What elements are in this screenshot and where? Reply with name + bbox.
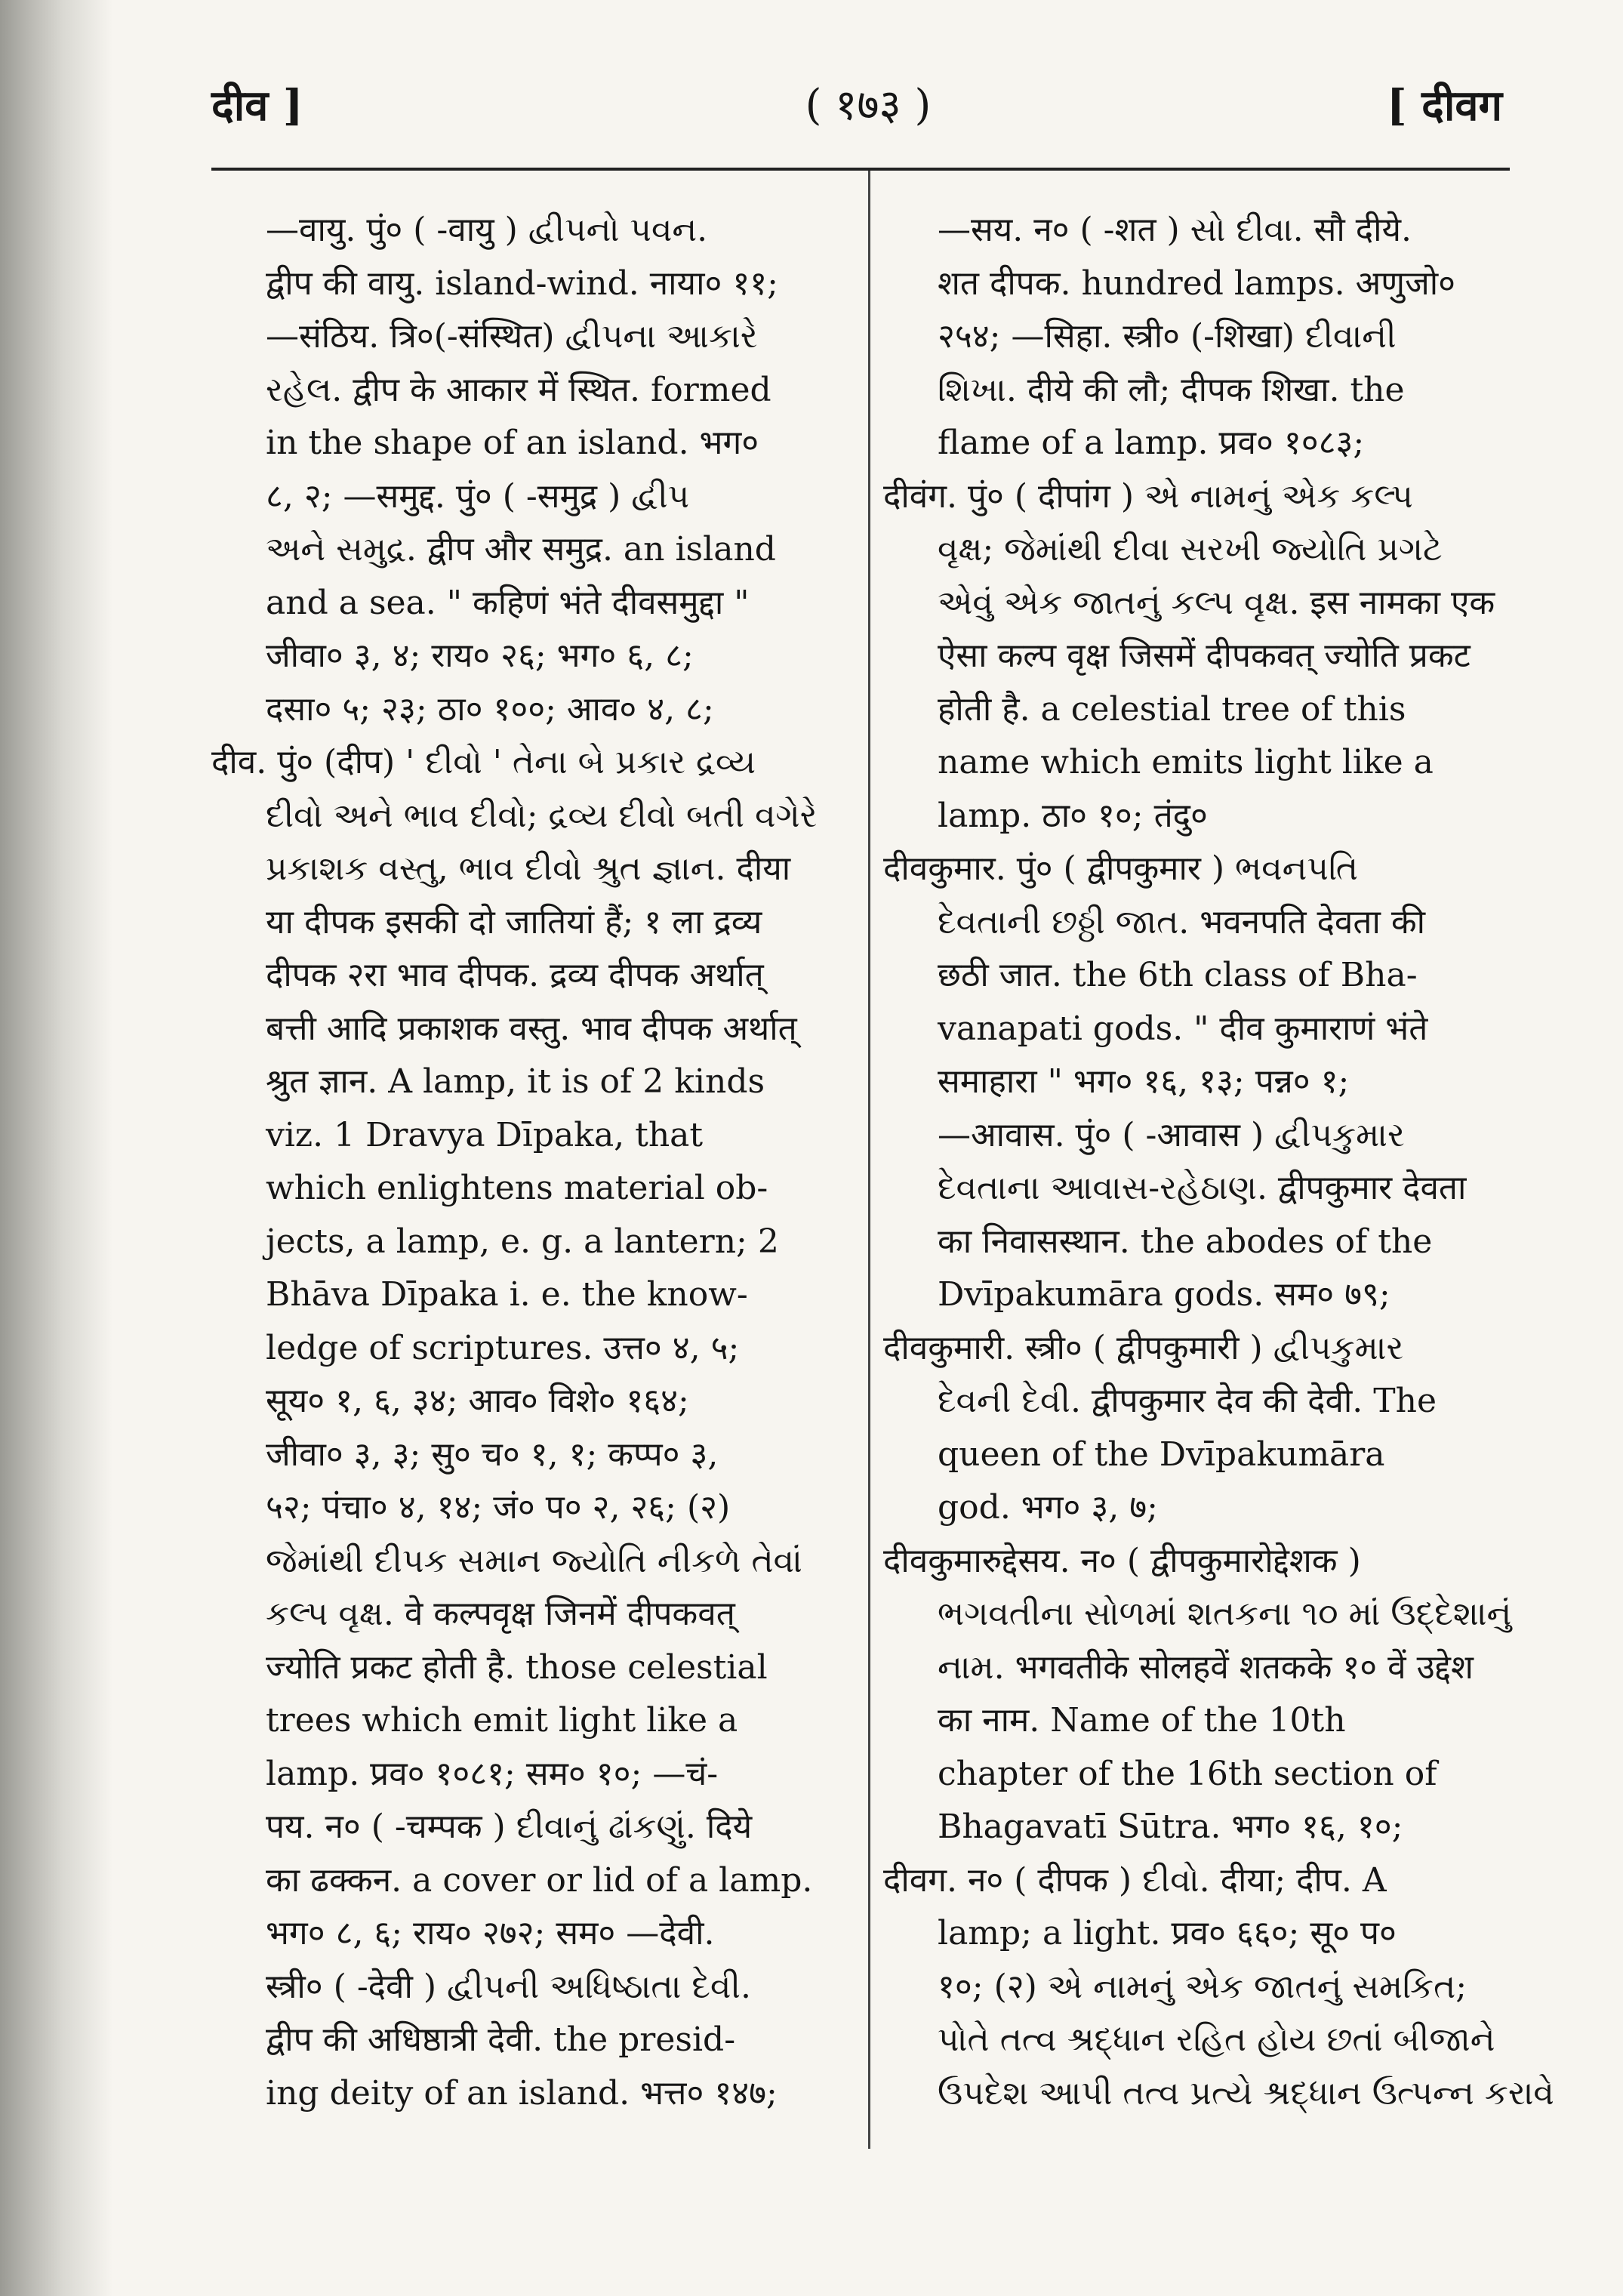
header-right-keyword: [ दीवग (1387, 81, 1502, 131)
right-column (883, 204, 1554, 2120)
text-line: होती है. a celestial tree of this (938, 689, 1406, 729)
text-line: समाहारा " भग० १६, १३; पन्न० १; (938, 1062, 1350, 1101)
column-divider (868, 171, 870, 2149)
text-line: શિખા. दीये की लौ; दीपक शिखा. the (938, 370, 1405, 409)
text-line: જેમાંથી દીપક સમાન જ્યોતિ નીકળે તેવાં (266, 1541, 802, 1580)
text-line: which enlightens material ob- (266, 1169, 768, 1207)
text-line: दीव. पुं० (दीप) ' દીવો ' તેના બે પ્રકાર દ્રવ્ય (211, 743, 756, 781)
text-line: ledge of scriptures. उत्त० ४, ५; (266, 1328, 740, 1367)
text-line: दीवग. न० ( दीपक ) દીવો. दीया; दीप. A (883, 1860, 1387, 1900)
text-line: भग० ८, ६; राय० २७२; सम० —देवी. (266, 1914, 715, 1952)
text-line: शत दीपक. hundred lamps. अणुजो० (938, 264, 1456, 303)
text-line: —वायु. पुं० ( -वायु ) દ્વીપનો પવન. (266, 211, 708, 249)
text-line: छठी जात. the 6th class of Bha- (938, 956, 1418, 994)
text-line: vanapati gods. " दीव कुमाराणं भंते (938, 1009, 1428, 1048)
text-line: —सय. न० ( -शत ) સો દીવા. सौ दीये. (938, 211, 1412, 249)
text-line: chapter of the 16th section of (938, 1754, 1437, 1793)
text-line: का ढक्कन. a cover or lid of a lamp. (266, 1860, 813, 1900)
left-column (211, 204, 818, 2120)
text-line: રહેલ. द्वीप के आकार में स्थित. formed (266, 370, 771, 409)
text-line: ज्योति प्रकट होती है. those celestial (266, 1647, 768, 1687)
text-line: १०; (२) એ નામનું એક જાતનું સમકિત; (938, 1967, 1467, 2006)
text-line: ing deity of an island. भत्त० १४७; (266, 2073, 778, 2113)
text-line: ५२; पंचा० ४, १४; जं० प० २, २६; (२) (266, 1488, 731, 1527)
text-line: —संठिय. त्रि०(-संस्थित) દ્વીપના આકારે (266, 317, 758, 356)
text-line: દેવતાની છઠ્ઠી જાત. भवनपति देवता की (938, 902, 1426, 942)
text-line: lamp. ठा० १०; तंदु० (938, 796, 1208, 835)
text-line: દીવો અને ભાવ દીવો; દ્રવ્ય દીવો બતી વગેરે (266, 796, 818, 835)
text-line: जीवा० ३, ३; सु० च० १, १; कप्प० ३, (266, 1435, 719, 1474)
text-line: queen of the Dvīpakumāra (938, 1435, 1385, 1474)
text-line: श्रुत ज्ञान. A lamp, it is of 2 kinds (266, 1062, 765, 1101)
text-line: એવું એક જાતનું કલ્પ વૃક્ષ. इस नामका एक (938, 583, 1495, 622)
text-line: પ્રકાશક વસ્તુ, ભાવ દીવો શ્રુત જ્ઞાન. दीया (266, 849, 791, 888)
text-line: viz. 1 Dravya Dīpaka, that (266, 1115, 704, 1154)
text-line: નામ. भगवतीके सोलहवें शतकके १० वें उद्देश (938, 1647, 1474, 1687)
text-line: in the shape of an island. भग० (266, 424, 759, 462)
scan-edge-shadow (0, 0, 113, 2296)
text-line: द्वीप की अधिष्ठात्री देवी. the presid- (266, 2020, 736, 2059)
text-line: का नाम. Name of the 10th (938, 1701, 1346, 1740)
text-line: स्त्री० ( -देवी ) દ્વીપની અધિષ્ઠાતા દેવી. (266, 1967, 751, 2006)
text-line: દેવની દેવી. द्वीपकुमार देव की देवी. The (938, 1382, 1437, 1420)
text-line: सूय० १, ६, ३४; आव० विशे० १६४; (266, 1382, 689, 1420)
text-line: दीवकुमार. पुं० ( द्वीपकुमार ) ભવનપતિ (883, 849, 1359, 888)
header-rule (211, 168, 1510, 171)
text-line: ऐसा कल्प वृक्ष जिसमें दीपकवत् ज्योति प्रकट (938, 636, 1471, 675)
text-line: बत्ती आदि प्रकाशक वस्तु. भाव दीपक अर्थात् (266, 1009, 797, 1048)
text-line: Bhāva Dīpaka i. e. the know- (266, 1275, 748, 1314)
text-line: Dvīpakumāra gods. सम० ७९; (938, 1275, 1390, 1314)
text-line: flame of a lamp. प्रव० १०८३; (938, 424, 1365, 462)
text-line: पय. न० ( -चम्पक ) દીવાનું ઢાંકણું. दिये (266, 1808, 753, 1846)
text-line: વૃક્ષ; જેમાંથી દીવા સરખી જ્યોતિ પ્રગટે (938, 530, 1443, 569)
text-line: Bhagavatī Sūtra. भग० १६, १०; (938, 1808, 1403, 1846)
text-line: ઉપદેશ આપી તત્વ પ્રત્યે શ્રદ્ધાન ઉત્પન્ન કરાવે (938, 2073, 1554, 2113)
text-line: jects, a lamp, e. g. a lantern; 2 (266, 1222, 779, 1261)
header-left-keyword: दीव ] (211, 81, 303, 131)
text-line: दीवकुमारी. स्त्री० ( द्वीपकुमारी ) દ્વીપકુમાર (883, 1328, 1404, 1367)
text-line: and a sea. " कहिणं भंते दीवसमुद्दा " (266, 583, 750, 622)
text-line: दीवंग. पुं० ( दीपांग ) એ નામનું એક કલ્પ (883, 476, 1413, 516)
page-number: ( १७३ ) (805, 81, 932, 130)
text-line: કલ્પ વૃક્ષ. वे कल्पवृक्ष जिनमें दीपकवत् (266, 1595, 735, 1633)
text-line: lamp; a light. प्रव० ६६०; सू० प० (938, 1914, 1397, 1952)
text-line: —आवास. पुं० ( -आवास ) દ્વીપકુમાર (938, 1115, 1405, 1154)
text-line: lamp. प्रव० १०८१; सम० १०; —चं- (266, 1754, 719, 1793)
text-line: का निवासस्थान. the abodes of the (938, 1222, 1433, 1261)
text-line: दसा० ५; २३; ठा० १००; आव० ४, ८; (266, 689, 714, 729)
text-line: दीपक २रा भाव दीपक. द्रव्य दीपक अर्थात् (266, 956, 764, 994)
text-line: २५४; —सिहा. स्त्री० (-शिखा) દીવાની (938, 317, 1397, 356)
text-line: या दीपक इसकी दो जातियां हैं; १ ला द्रव्य (266, 902, 762, 942)
text-line: जीवा० ३, ४; राय० २६; भग० ६, ८; (266, 636, 694, 675)
text-line: द्वीप की वायु. island-wind. नाया० ११; (266, 264, 778, 303)
text-line: અને સમુદ્ર. द्वीप और समुद्र. an island (266, 530, 776, 569)
text-line: દેવતાના આવાસ-રહેઠાણ. द्वीपकुमार देवता (938, 1169, 1467, 1207)
text-line: god. भग० ३, ७; (938, 1488, 1158, 1527)
text-line: ८, २; —समुद्द. पुं० ( -समुद्र ) દ્વીપ (266, 476, 690, 516)
text-line: trees which emit light like a (266, 1701, 738, 1740)
text-line: પોતે તત્વ શ્રદ્ધાન રહિત હોય છતાં બીજાને (938, 2020, 1495, 2059)
text-line: name which emits light like a (938, 743, 1434, 781)
text-line: ભગવતીના સોળમાં શતકના ૧૦ માં ઉદ્દેશાનું (938, 1595, 1512, 1633)
text-line: दीवकुमारुद्देसय. न० ( द्वीपकुमारोद्देशक ) (883, 1541, 1361, 1580)
